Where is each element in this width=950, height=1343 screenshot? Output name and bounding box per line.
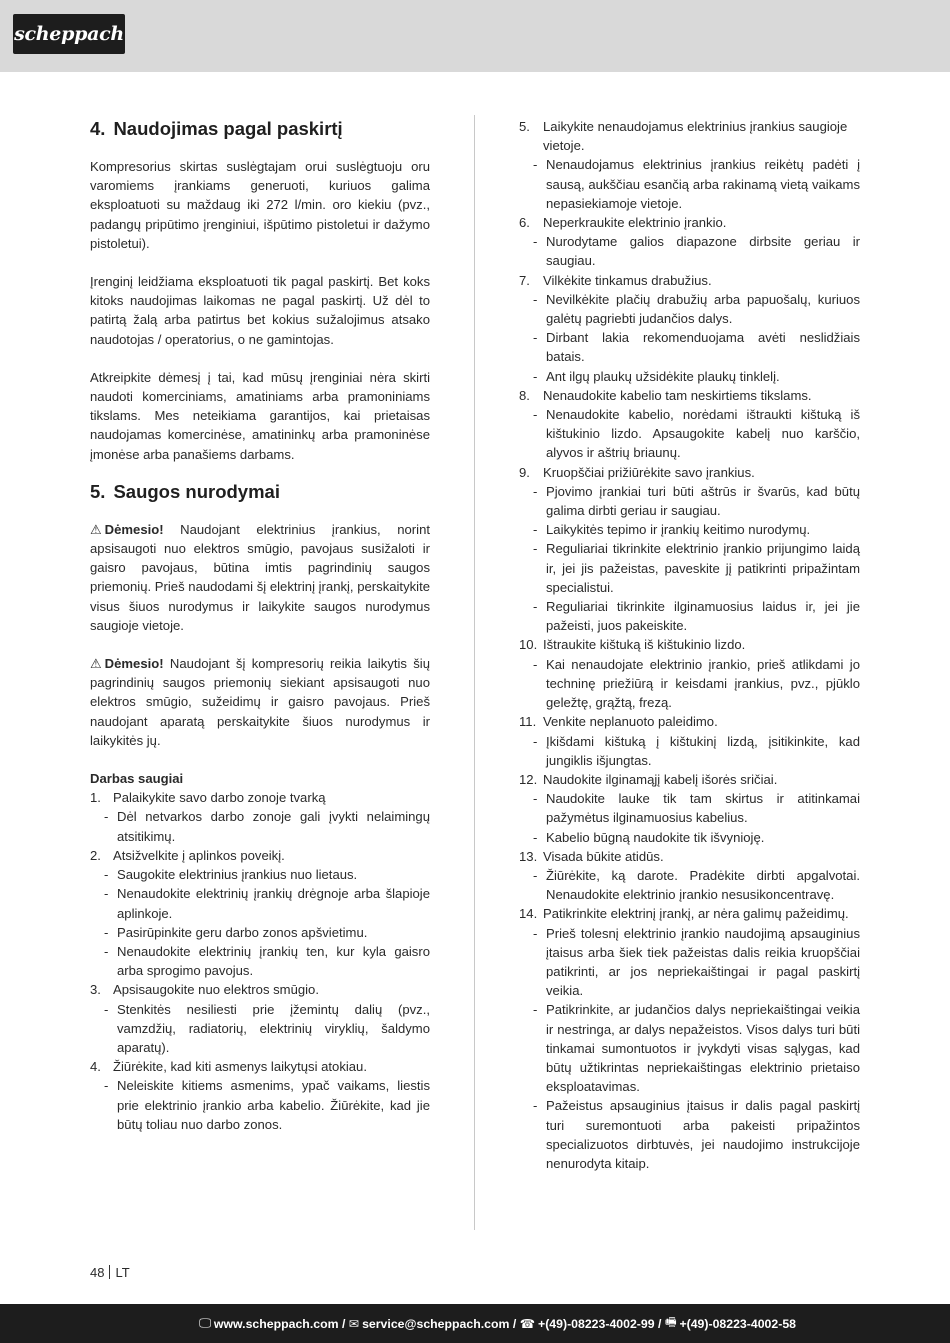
section-title-text: Naudojimas pagal paskirtį — [113, 118, 343, 139]
subheading: Darbas saugiai — [90, 771, 184, 787]
list-item-text: Patikrinkite elektrinį įrankį, ar nėra galimų pažeidimų. — [543, 906, 849, 922]
sub-list-item — [90, 807, 430, 845]
phone-number: +(49)-08223-4002-99 — [538, 1316, 655, 1331]
dash-bullet: - — [104, 886, 109, 902]
website-link[interactable]: www.scheppach.com — [213, 1316, 339, 1331]
list-number: 10. — [519, 637, 538, 653]
safety-list — [519, 117, 860, 1173]
list-item-text: Naudokite ilginamąjį kabelį išorės sričiai. — [543, 771, 778, 787]
list-item — [90, 1057, 430, 1076]
warning-icon: ⚠ — [90, 521, 102, 537]
column-divider — [474, 115, 475, 1230]
dash-bullet: - — [104, 943, 109, 959]
list-item — [519, 117, 860, 155]
sub-list-item — [519, 232, 860, 270]
list-item — [90, 846, 430, 865]
page-number-value: 48 — [90, 1265, 105, 1280]
dash-bullet: - — [533, 291, 538, 307]
sub-list-text: Kai nenaudojate elektrinio įrankio, prieš atlikdami jo techninę priežiūrą ir keisdami įrankius, pvz., pjūklo geležtę, grąžtą, frezą. — [546, 656, 860, 711]
sub-list-text: Reguliariai tikrinkite ilginamuosius laidus ir, jei jie pažeisti, juos pakeiskite. — [546, 599, 860, 634]
section-number: 4. — [90, 118, 106, 139]
section-5-title — [90, 480, 430, 504]
sub-list-text: Dirbant lakia rekomenduojama avėti neslidžiais batais. — [546, 330, 860, 365]
dash-bullet: - — [533, 368, 538, 384]
sub-list-item — [90, 942, 430, 980]
list-item — [519, 847, 860, 866]
list-item-text: Ištraukite kištuką iš kištukinio lizdo. — [543, 637, 746, 653]
sub-list-text: Naudokite lauke tik tam skirtus ir atitinkamai pažymėtus ilginamuosius kabelius. — [546, 791, 860, 826]
separator: / — [338, 1316, 349, 1331]
sub-list-item — [90, 923, 430, 942]
list-number: 6. — [519, 215, 530, 231]
list-item-text: Atsižvelkite į aplinkos poveikį. — [113, 847, 285, 863]
sub-list-text: Pasirūpinkite geru darbo zonos apšvietimu. — [117, 924, 368, 940]
dash-bullet: - — [533, 599, 538, 615]
list-item-text: Žiūrėkite, kad kiti asmenys laikytųsi atokiau. — [113, 1059, 367, 1075]
list-item — [519, 271, 860, 290]
sub-list-text: Nenaudokite kabelio, norėdami ištraukti kištuką iš kištukinio lizdo. Apsaugokite kabelį nuo karščio, alyvos ir aštrių briaunų. — [546, 407, 860, 461]
sub-list-item — [90, 1076, 430, 1134]
list-item-text: Vilkėkite tinkamus drabužius. — [543, 272, 712, 288]
dash-bullet: - — [533, 330, 538, 346]
dash-bullet: - — [533, 1098, 538, 1114]
brand-logo: scheppach — [13, 14, 125, 54]
sub-list-text: Žiūrėkite, ką darote. Pradėkite dirbti apgalvotai. Nenaudokite elektrinio įrankio nesusikoncentravę. — [546, 867, 860, 903]
list-item-text: Nenaudokite kabelio tam neskirtiems tikslams. — [543, 387, 812, 403]
separator: / — [509, 1316, 520, 1331]
sub-list-text: Nenaudojamus elektrinius įrankius reikėtų padėti į sausą, aukščiau esančią arba rakinamą vietą vaikams nepasiekiamoje vietoje. — [546, 157, 860, 211]
section-4-title — [90, 117, 430, 141]
sub-list-item — [519, 732, 860, 770]
sub-list-text: Nenaudokite elektrinių įrankių ten, kur kyla gaisro arba sprogimo pavojus. — [117, 943, 430, 979]
sub-list-text: Reguliariai tikrinkite elektrinio įrankio prijungimo laidą ir, jei jis pažeistas, paveskite jį patikrinti pripažintam specialistui. — [546, 541, 860, 595]
section-title-text: Saugos nurodymai — [113, 480, 280, 502]
dash-bullet: - — [533, 407, 538, 423]
sub-list-text: Laikykitės tepimo ir įrankių keitimo nurodymų. — [546, 522, 811, 538]
sub-list-item — [519, 155, 860, 213]
sub-list-item — [519, 1096, 860, 1173]
list-item — [90, 980, 430, 999]
dash-bullet: - — [104, 867, 109, 883]
monitor-icon: 🖵 — [199, 1316, 211, 1330]
left-column — [90, 117, 430, 1134]
dash-bullet: - — [104, 924, 109, 940]
warning-text: Naudojant šį kompresorių reikia laikytis šių pagrindinių saugos priemonių siekiant apsisaugoti nuo elektros smūgio, sužeidimų ir gaisro pavojaus. Prieš naudojant aparatą perskaitykite šiuos nurodymus ir laikykitės jų. — [90, 656, 430, 748]
sub-list-text: Nevilkėkite plačių drabužių arba papuošalų, kuriuos galėtų pagriebti judančios dalys. — [546, 291, 860, 327]
sub-list-item — [90, 884, 430, 922]
sub-list-text: Nurodytame galios diapazone dirbsite geriau ir saugiau. — [546, 234, 860, 269]
dash-bullet: - — [104, 809, 109, 825]
dash-bullet: - — [104, 1001, 109, 1017]
separator — [109, 1265, 110, 1279]
sub-list-text: Įkišdami kištuką į kištukinį lizdą, įsitikinkite, kad jungiklis išjungtas. — [546, 733, 860, 768]
dash-bullet: - — [533, 656, 538, 672]
list-number: 12. — [519, 771, 538, 787]
list-item — [519, 213, 860, 232]
sub-list-text: Prieš tolesnį elektrinio įrankio naudojimą apsauginius įtaisus arba šiek tiek pažeistas dalis reikia kruopščiai patikrinti, ar jos nepriekaištingai ir pagal paskirtį veikia. — [546, 925, 860, 999]
right-column — [519, 117, 860, 1173]
list-item — [519, 904, 860, 923]
list-item — [519, 712, 860, 731]
dash-bullet: - — [533, 483, 538, 499]
list-item-text: Venkite neplanuoto paleidimo. — [543, 714, 718, 730]
dash-bullet: - — [533, 1002, 538, 1018]
list-number: 7. — [519, 272, 530, 288]
sub-list-item — [519, 789, 860, 827]
dash-bullet: - — [533, 925, 538, 941]
dash-bullet: - — [533, 733, 538, 749]
sub-list-text: Patikrinkite, ar judančios dalys nepriekaištingai veikia ir nestringa, ar dalys nepažeistos. Visos dalys turi būti tinkamai sumontuotos ir įvykdyti visas sąlygas, kad būtų užtikrintas nepriekaištingas elektrinio prietaiso eksploatavimas. — [546, 1002, 860, 1095]
sub-list-item — [519, 482, 860, 520]
list-item-text: Visada būkite atidūs. — [543, 848, 664, 864]
sub-list-item — [90, 1000, 430, 1058]
dash-bullet: - — [533, 867, 538, 883]
sub-list-item — [519, 597, 860, 635]
sub-list-item — [519, 405, 860, 463]
list-item — [90, 788, 430, 807]
dash-bullet: - — [533, 791, 538, 807]
list-number: 8. — [519, 387, 530, 403]
list-item — [519, 463, 860, 482]
dash-bullet: - — [533, 829, 538, 845]
warning-paragraph — [90, 654, 430, 750]
sub-list-text: Pjovimo įrankiai turi būti aštrūs ir švarūs, kad būtų galima dirbti geriau ir saugiau. — [546, 483, 860, 519]
sub-list-item — [519, 290, 860, 328]
sub-list-text: Pažeistus apsauginius įtaisus ir dalis pagal paskirtį turi suremontuoti arba pakeisti pripažintos specializuotos dirbtuvės, jei naudojimo instrukcijoje nenurodyta kitaip. — [546, 1098, 860, 1171]
email-link[interactable]: service@scheppach.com — [362, 1316, 510, 1331]
warning-label: Dėmesio! — [104, 521, 164, 537]
dash-bullet: - — [533, 234, 538, 250]
sub-list-item — [519, 1000, 860, 1096]
list-item — [519, 770, 860, 789]
sub-list-text: Dėl netvarkos darbo zonoje gali įvykti nelaimingų atsitikimų. — [117, 809, 430, 844]
section-number: 5. — [90, 480, 106, 502]
sub-list-text: Saugokite elektrinius įrankius nuo lietaus. — [117, 867, 358, 883]
sub-list-text: Kabelio būgną naudokite tik išvynioję. — [546, 829, 765, 845]
paragraph: Kompresorius skirtas suslėgtajam orui suslėgtuoju oru varomiems įrankiams generuoti, kuriuos galima eksploatuoti su maždaug iki 272 l/min. oro kiekiu (pvz., padangų pripūtimo įrenginiui, išpūtimo pistoletui ir dažymo pistoletui). — [90, 159, 430, 251]
list-item-text: Neperkraukite elektrinio įrankio. — [543, 215, 727, 231]
page-header — [0, 0, 950, 72]
sub-list-item — [519, 367, 860, 386]
sub-list-text: Neleiskite kitiems asmenims, ypač vaikams, liestis prie elektrinio įrankio arba kabelio. Žiūrėkite, kad jie būtų toliau nuo darbo zonos. — [117, 1078, 430, 1132]
list-item — [519, 635, 860, 654]
separator: / — [654, 1316, 665, 1331]
paragraph: Atkreipkite dėmesį į tai, kad mūsų įrenginiai nėra skirti naudoti komerciniams, amatiniams arba pramoniniams tikslams. Mes neteikiama garantijos, kai prietaisas naudojamas komercinėse, amatininkų arba pramoninėse įmonėse arba panašiems darbams. — [90, 369, 430, 462]
sub-list-item — [519, 539, 860, 597]
list-number: 9. — [519, 464, 530, 480]
list-item — [519, 386, 860, 405]
page-footer — [0, 1304, 950, 1343]
sub-list-item — [519, 328, 860, 366]
fax-number: +(49)-08223-4002-58 — [679, 1316, 796, 1331]
dash-bullet: - — [104, 1078, 109, 1094]
list-number: 13. — [519, 848, 538, 864]
dash-bullet: - — [533, 541, 538, 557]
list-number: 5. — [519, 119, 530, 134]
sub-list-item — [519, 828, 860, 847]
sub-list-item — [519, 655, 860, 713]
sub-list-item — [519, 520, 860, 539]
list-number: 4. — [90, 1059, 101, 1075]
page-number — [90, 1265, 130, 1280]
safety-list — [90, 788, 430, 1134]
sub-list-text: Ant ilgų plaukų užsidėkite plaukų tinklelį. — [546, 368, 780, 384]
mail-icon: ✉ — [348, 1316, 360, 1331]
warning-text: Naudojant elektrinius įrankius, norint apsisaugoti nuo elektros smūgio, pavojaus susižaloti ir gaisro pavojaus, būtina imtis pagrindinių saugos priemonių. Prieš naudodami šį elektrinį įrankį, perskaitykite visus šiuos nurodymus ir laikykite saugos nurodymus saugioje vietoje. — [90, 521, 430, 633]
warning-paragraph — [90, 520, 430, 635]
list-number: 1. — [90, 790, 101, 806]
list-number: 3. — [90, 982, 101, 998]
warning-icon: ⚠ — [90, 656, 102, 672]
warning-label: Dėmesio! — [104, 656, 164, 672]
sub-list-item — [519, 924, 860, 1001]
fax-icon: 🖷 — [664, 1315, 677, 1329]
list-item-text: Kruopščiai prižiūrėkite savo įrankius. — [543, 464, 755, 480]
dash-bullet: - — [533, 522, 538, 538]
language-code: LT — [115, 1265, 130, 1280]
list-number: 2. — [90, 847, 101, 863]
list-item-text: Apsisaugokite nuo elektros smūgio. — [113, 982, 319, 998]
dash-bullet: - — [533, 157, 538, 173]
sub-list-text: Nenaudokite elektrinių įrankių drėgnoje arba šlapioje aplinkoje. — [117, 886, 430, 921]
phone-icon: ☎ — [519, 1316, 536, 1331]
list-number: 14. — [519, 906, 538, 922]
list-item-text: Palaikykite savo darbo zonoje tvarką — [113, 790, 326, 806]
list-number: 11. — [519, 714, 537, 730]
paragraph: Įrenginį leidžiama eksploatuoti tik pagal paskirtį. Bet koks kitoks naudojimas laikomas ne pagal paskirtį. Už dėl to patirtą žalą arba patirtus bet kokius sužalojimus atsako naudotojas / operatorius, o ne gamintojas. — [90, 274, 430, 347]
list-item-text: Laikykite nenaudojamus elektrinius įrankius saugioje vietoje. — [543, 119, 848, 154]
sub-list-item — [519, 866, 860, 904]
sub-list-item — [90, 865, 430, 884]
sub-list-text: Stenkitės nesiliesti prie įžemintų dalių (pvz., vamzdžių, radiatorių, elektrinių viryklių, šaldymo aparatų). — [117, 1001, 430, 1055]
